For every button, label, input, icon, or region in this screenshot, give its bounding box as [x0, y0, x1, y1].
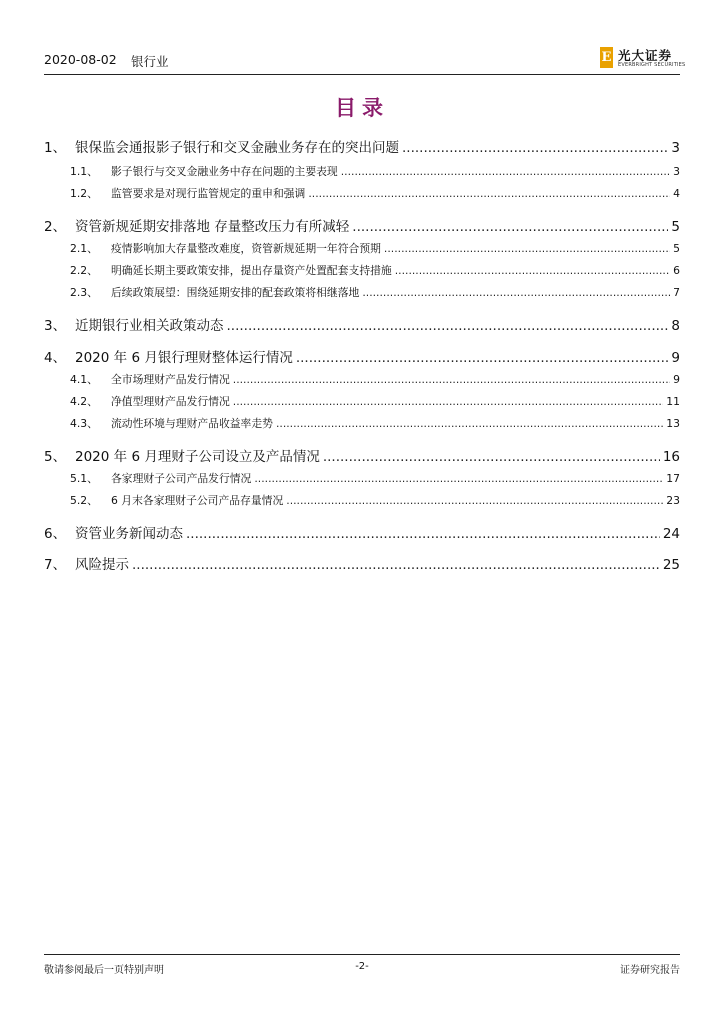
toc-entry-number: 4.3、: [70, 417, 98, 430]
toc-leader-dots: [395, 264, 670, 277]
toc-entry[interactable]: [44, 346, 680, 366]
toc-entry-number: 2.3、: [70, 286, 98, 299]
toc-entry-page: 8: [671, 318, 680, 334]
toc-entry[interactable]: [44, 445, 680, 465]
toc-entry[interactable]: [44, 553, 680, 573]
toc-leader-dots: [233, 373, 670, 386]
toc-entry-title: 2020 年 6 月银行理财整体运行情况: [75, 350, 293, 366]
toc-entry-title: 后续政策展望：围绕延期安排的配套政策将相继落地: [111, 286, 360, 299]
toc-entry-title: 疫情影响加大存量整改难度，资管新规延期一年符合预期: [111, 242, 381, 255]
toc-entry-number: 5.2、: [70, 494, 98, 507]
toc-entry-title: 流动性环境与理财产品收益率走势: [111, 417, 273, 430]
toc-entry-number: 2.2、: [70, 264, 98, 277]
report-type: 证券研究报告: [620, 965, 680, 976]
toc-entry-page: 6: [673, 264, 680, 277]
toc-entry-page: 23: [666, 494, 680, 507]
toc-entry[interactable]: [44, 493, 680, 508]
toc-entry-page: 7: [673, 286, 680, 299]
toc-entry-number: 4.2、: [70, 395, 98, 408]
toc-entry-number: 5.1、: [70, 472, 98, 485]
toc-entry[interactable]: [44, 136, 680, 156]
toc-entry[interactable]: [44, 416, 680, 431]
toc-entry-title: 银保监会通报影子银行和交叉金融业务存在的突出问题: [75, 140, 399, 156]
toc-entry-number: 2、: [44, 219, 67, 235]
toc-leader-dots: [308, 187, 670, 200]
toc-entry[interactable]: [44, 186, 680, 201]
toc-entry[interactable]: [44, 394, 680, 409]
page-footer: [44, 954, 680, 977]
toc-entry[interactable]: [44, 285, 680, 300]
toc-entry-title: 全市场理财产品发行情况: [111, 373, 230, 386]
toc-entry-page: 5: [671, 219, 680, 235]
toc-entry[interactable]: [44, 471, 680, 486]
toc-entry-page: 16: [662, 449, 680, 465]
toc-entry-number: 1.2、: [70, 187, 98, 200]
toc-entry[interactable]: [44, 372, 680, 387]
toc-entry-title: 明确延长期主要政策安排，提出存量资产处置配套支持措施: [111, 264, 392, 277]
toc-entry-title: 资管新规延期安排落地 存量整改压力有所减轻: [75, 219, 350, 235]
report-date: 2020-08-02: [44, 52, 117, 67]
toc-leader-dots: [233, 395, 663, 408]
logo-chinese-name: 光大证券: [618, 48, 673, 63]
logo-mark-icon: E: [600, 47, 613, 68]
toc-leader-dots: [227, 318, 669, 334]
toc-entry-page: 9: [671, 350, 680, 366]
page-number: -2-: [355, 961, 369, 972]
toc-entry-number: 2.1、: [70, 242, 98, 255]
toc-entry-page: 25: [662, 557, 680, 573]
toc-leader-dots: [276, 417, 663, 430]
toc-entry-title: 风险提示: [75, 557, 129, 573]
toc-entry-number: 7、: [44, 557, 67, 573]
page-header: [44, 44, 686, 75]
toc-entry[interactable]: [44, 241, 680, 256]
toc-entry[interactable]: [44, 314, 680, 334]
toc-entry[interactable]: [44, 215, 680, 235]
toc-entry-title: 6 月末各家理财子公司产品存量情况: [111, 494, 284, 507]
toc-leader-dots: [352, 219, 668, 235]
toc-entry-page: 9: [673, 373, 680, 386]
toc-entry-page: 24: [662, 526, 680, 542]
toc-entry-page: 3: [673, 165, 680, 178]
toc-entry-page: 13: [666, 417, 680, 430]
everbright-logo: [600, 44, 686, 72]
toc-leader-dots: [341, 165, 670, 178]
toc-entry-page: 3: [671, 140, 680, 156]
toc-leader-dots: [362, 286, 670, 299]
toc-entry-title: 影子银行与交叉金融业务中存在问题的主要表现: [111, 165, 338, 178]
toc-entry[interactable]: [44, 522, 680, 542]
toc-entry-number: 3、: [44, 318, 67, 334]
toc-entry-page: 17: [666, 472, 680, 485]
toc-leader-dots: [323, 449, 660, 465]
toc-entry-page: 4: [673, 187, 680, 200]
toc-entry-number: 4.1、: [70, 373, 98, 386]
toc-entry-title: 近期银行业相关政策动态: [75, 318, 224, 334]
toc-entry[interactable]: [44, 164, 680, 179]
toc-entry-page: 11: [666, 395, 680, 408]
toc-leader-dots: [132, 557, 660, 573]
toc-leader-dots: [254, 472, 663, 485]
toc-entry-title: 2020 年 6 月理财子公司设立及产品情况: [75, 449, 320, 465]
toc-entry-title: 资管业务新闻动态: [75, 526, 183, 542]
toc-entry-title: 各家理财子公司产品发行情况: [111, 472, 252, 485]
toc-title: 目录: [335, 95, 389, 120]
toc-leader-dots: [384, 242, 670, 255]
toc-leader-dots: [296, 350, 669, 366]
toc-entry-number: 4、: [44, 350, 67, 366]
logo-english-name: EVERBRIGHT SECURITIES: [618, 62, 686, 68]
toc-entry-number: 5、: [44, 449, 67, 465]
toc-leader-dots: [286, 494, 663, 507]
toc-entry[interactable]: [44, 263, 680, 278]
toc-leader-dots: [402, 140, 668, 156]
toc-entry-number: 6、: [44, 526, 67, 542]
disclaimer-note: 敬请参阅最后一页特别声明: [44, 965, 164, 976]
toc-entry-number: 1、: [44, 140, 67, 156]
toc-entry-page: 5: [673, 242, 680, 255]
toc-leader-dots: [186, 526, 660, 542]
toc-entry-title: 监管要求是对现行监管规定的重申和强调: [111, 187, 306, 200]
report-sector: 银行业: [131, 54, 169, 69]
toc-entry-title: 净值型理财产品发行情况: [111, 395, 230, 408]
toc-entry-number: 1.1、: [70, 165, 98, 178]
